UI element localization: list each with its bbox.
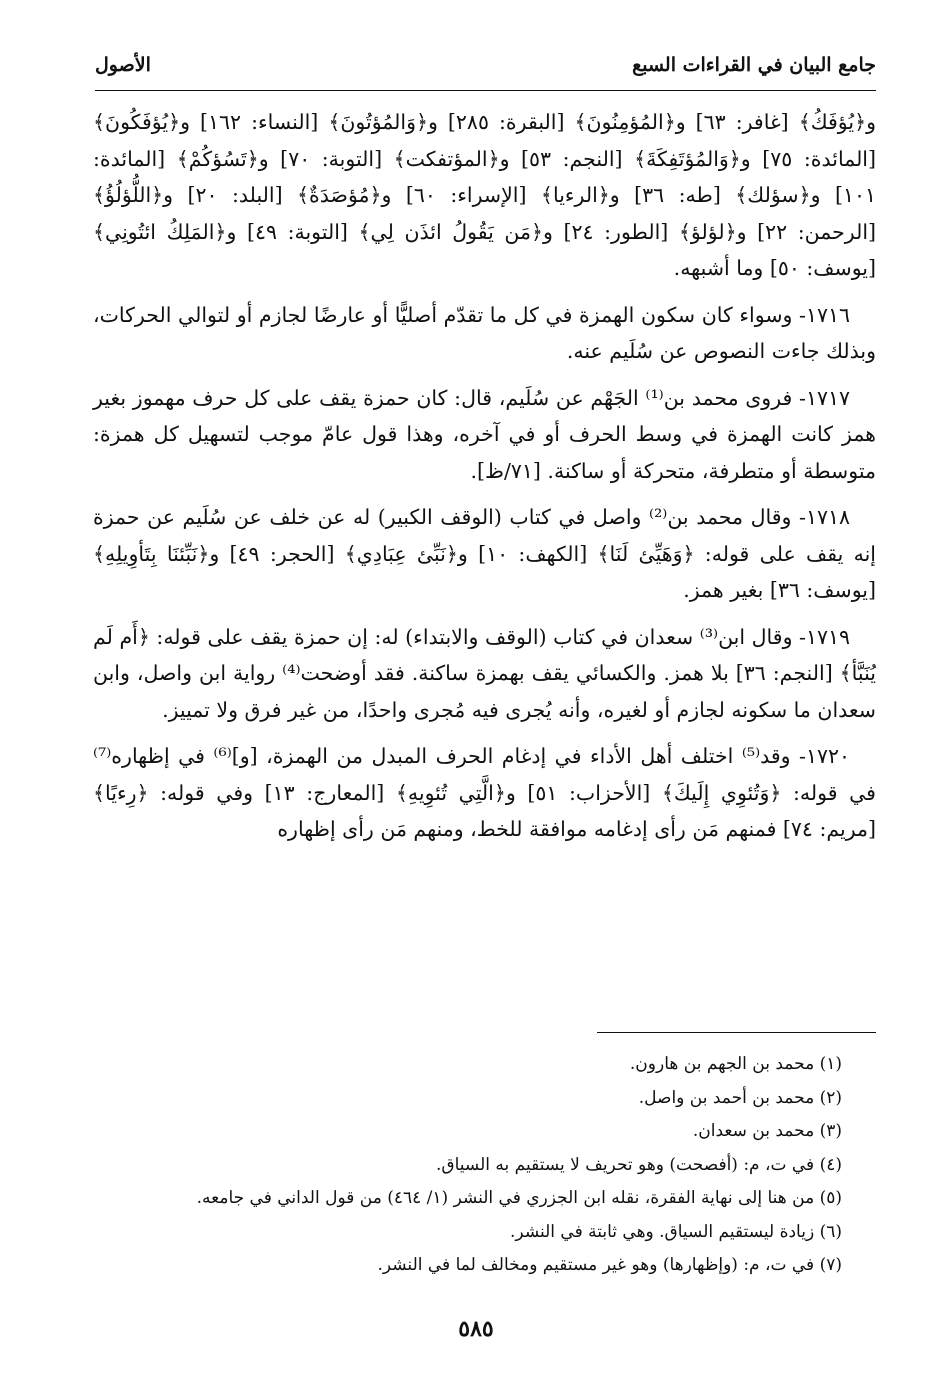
footnote-6: (٦) زيادة ليستقيم السياق. وهي ثابتة في النشر. [510, 1221, 842, 1242]
book-title: جامع البيان في القراءات السبع [632, 54, 876, 76]
footnote-3: (٣) محمد بن سعدان. [692, 1121, 842, 1141]
paragraph-1718: ١٧١٨- وقال محمد بن⁽²⁾ واصل في كتاب (الوقف الكبير) له عن خلف عن سُلَيم عن حمزة إنه يقف على قوله: ﴿وَهَيِّئ لَنَا﴾ [الكهف: ١٠] و﴿نَبِّئ عِبَادِي﴾ [الحجر: ٤٩] و﴿نَبِّئنَا بِتَأوِيلِهِ﴾ [يوسف: ٣٦] بغير همز. [93, 505, 876, 602]
running-header [95, 46, 876, 91]
page-number: ٥٨٥ [458, 1316, 494, 1342]
footnote-5: (٥) من هنا إلى نهاية الفقرة، نقله ابن الجزري في النشر (١/ ٤٦٤) من قول الداني في جامعه. [196, 1188, 842, 1208]
paragraph-1719: ١٧١٩- وقال ابن⁽³⁾ سعدان في كتاب (الوقف والابتداء) له: إن حمزة يقف على قوله: ﴿أَم لَم يُنَبَّأ﴾ [النجم: ٣٦] بلا همز. والكسائي يقف بهمزة ساكنة. فقد أوضحت⁽⁴⁾ رواية ابن واصل، وابن سعدان ما سكونه لجازم أو لغيره، وأنه يُجرى فيه مُجرى واحدًا، من غير فرق ولا تمييز. [93, 624, 877, 722]
footnote-4: (٤) في ت، م: (أفصحت) وهو تحريف لا يستقيم به السياق. [436, 1154, 842, 1175]
paragraph-continued: و﴿يُؤفَكُ﴾ [غافر: ٦٣] و﴿المُؤمِنُونَ﴾ [البقرة: ٢٨٥] و﴿وَالمُؤتُونَ﴾ [النساء: ١٦٢] و﴿يُؤفَكُونَ﴾ [المائدة: ٧٥] و﴿وَالمُؤتَفِكَةَ﴾ [النجم: ٥٣] و﴿المؤتفكت﴾ [التوبة: ٧٠] و﴿تَسُؤكُمْ﴾ [المائدة: ١٠١] و﴿سؤلك﴾ [طه: ٣٦] و﴿الرءيا﴾ [الإسراء: ٦٠] و﴿مُؤصَدَةٌ﴾ [البلد: ٢٠] و﴿اللُّؤلُؤُ﴾ [الرحمن: ٢٢] و﴿لؤلؤ﴾ [الطور: ٢٤] و﴿مَن يَقُولُ ائذَن لِي﴾ [التوبة: ٤٩] و﴿المَلِكُ ائتُونِي﴾ [يوسف: ٥٠] وما أشبهه. [93, 110, 877, 280]
footnote-2: (٢) محمد بن أحمد بن واصل. [638, 1087, 842, 1108]
paragraph-1716: ١٧١٦- وسواء كان سكون الهمزة في كل ما تقدّم أصليًّا أو عارضًا لجازم أو لتوالي الحركات، وبذلك جاءت النصوص عن سُلَيم عنه. [93, 302, 876, 363]
paragraph-1720: ١٧٢٠- وقد⁽⁵⁾ اختلف أهل الأداء في إدغام الحرف المبدل من الهمزة، [و]⁽⁶⁾ في إظهاره⁽⁷⁾ في قوله: ﴿وَتُئوِي إِلَيكَ﴾ [الأحزاب: ٥١] و﴿الَّتِي تُئوِيهِ﴾ [المعارج: ١٣] وفي قوله: ﴿رِءيًا﴾ [مريم: ٧٤] فمنهم مَن رأى إدغامه موافقة للخط، ومنهم مَن رأى إظهاره [93, 744, 876, 841]
footnotes [80, 1048, 842, 1283]
section-title: الأصول [95, 54, 151, 76]
main-text [93, 104, 876, 848]
footnote-1: (١) محمد بن الجهم بن هارون. [629, 1054, 842, 1074]
paragraph-1717: ١٧١٧- فروى محمد بن⁽¹⁾ الجَهْم عن سُلَيم، قال: كان حمزة يقف على كل حرف مهموز بغير همز كانت الهمزة في وسط الحرف أو في آخره، وهذا قول عامّ موجب لتسهيل كل همزة: متوسطة أو متطرفة، متحركة أو ساكنة. [٧١/ظ]. [93, 385, 876, 483]
footnote-7: (٧) في ت، م: (وإظهارها) وهو غير مستقيم ومخالف لما في النشر. [377, 1255, 842, 1275]
footnote-divider [597, 1032, 876, 1033]
